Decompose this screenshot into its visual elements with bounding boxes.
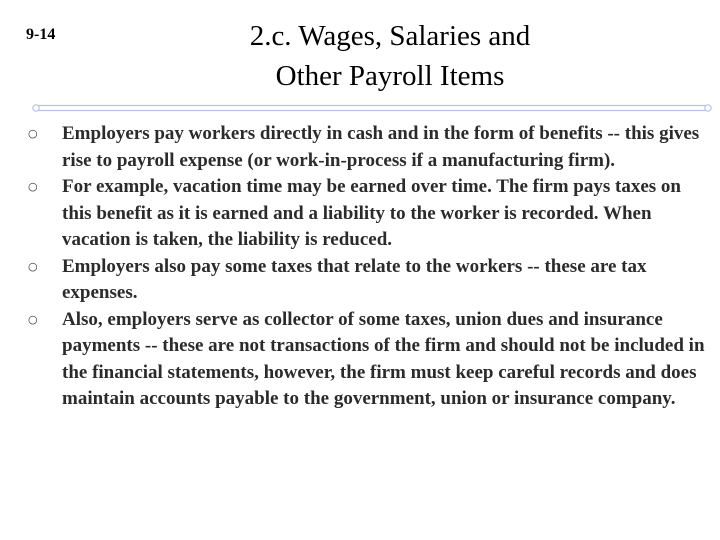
list-item bbox=[28, 307, 708, 413]
title-divider-rule bbox=[32, 104, 712, 112]
circle-bullet-icon: ○ bbox=[28, 127, 38, 140]
circle-bullet-icon: ○ bbox=[28, 259, 38, 273]
bullet-text: Also, employers serve as collector of some taxes, union dues and insurance payments -- these are not transactions of the firm and should not be included in the financial statements, however, the firm must keep careful records and does maintain accounts payable to the government, union or insurance company. bbox=[62, 308, 705, 409]
bullet-list bbox=[28, 121, 708, 413]
list-item bbox=[28, 174, 708, 254]
bullet-text: Employers also pay some taxes that relate to the workers -- these are tax expenses. bbox=[62, 255, 647, 303]
circle-bullet-icon: ○ bbox=[28, 312, 38, 326]
slide-number: 9-14 bbox=[26, 26, 56, 43]
circle-bullet-icon: ○ bbox=[28, 180, 38, 193]
slide-title bbox=[170, 16, 610, 96]
list-item bbox=[28, 254, 708, 307]
list-item bbox=[28, 121, 708, 174]
slide-title-line-2: Other Payroll Items bbox=[275, 60, 505, 92]
slide-title-line-1: 2.c. Wages, Salaries and bbox=[249, 20, 531, 52]
bullet-text: For example, vacation time may be earned over time. The firm pays taxes on this benefit as it is earned and a liability to the worker is recorded. When vacation is taken, the liability is reduced. bbox=[62, 176, 681, 250]
bullet-text: Employers pay workers directly in cash and in the form of benefits -- this gives rise to payroll expense (or work-in-process if a manufacturing firm). bbox=[62, 123, 700, 171]
